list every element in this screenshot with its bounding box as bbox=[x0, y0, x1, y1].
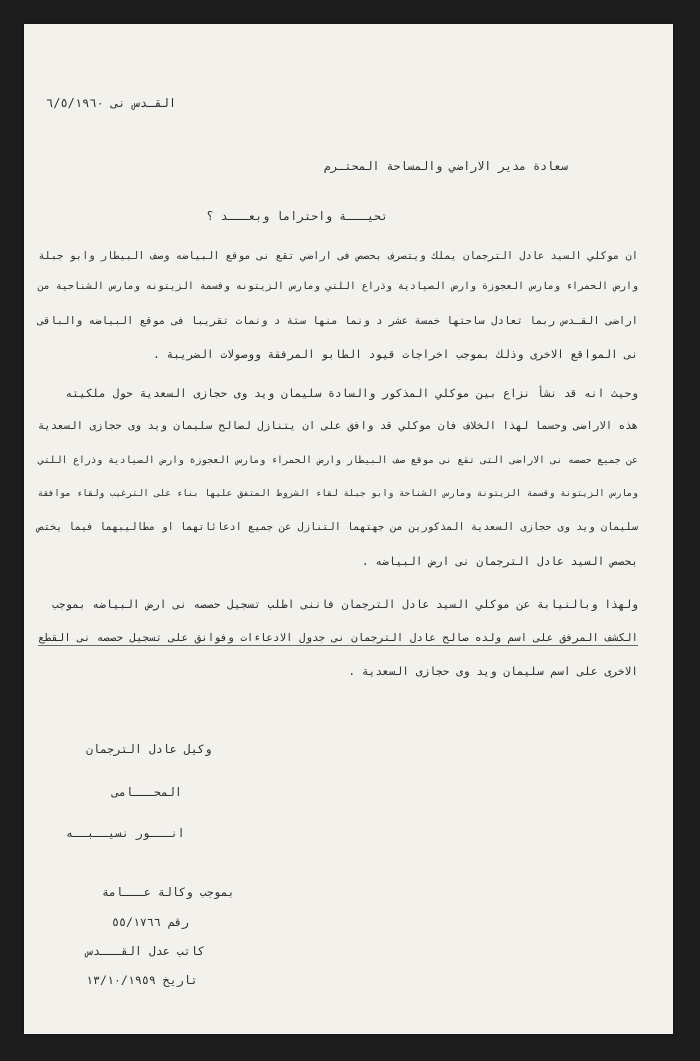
paragraph-line: الاخرى على اسم سليمان ويد وى حجازى السعدية . bbox=[348, 665, 638, 678]
paragraph-line-underlined: الكشف المرفق على اسم ولده صالح عادل الترجمان نى جدول الادعاءات وفوانق على تسجيل حصصه نى القطع bbox=[38, 631, 638, 644]
paragraph-line: بحصص السيد عادل الترجمان نى ارض البياضه . bbox=[361, 555, 638, 568]
paragraph-line: ان موكلي السيد عادل الترجمان يملك ويتصرف بحصص فى اراضي تقع نى موقع البياضه وصف البيطار وابو جبلة bbox=[38, 250, 638, 262]
poa-number: رقم ٥٥/١٧٦٦ bbox=[112, 915, 189, 929]
paragraph-line: عن جميع حصصه نى الاراضى التى تقع نى موقع صف البيطار وارض الحمراء ومارس العجوزة وارض الصيادية وذراع اللتي bbox=[38, 455, 638, 466]
poa-notary: كاتب عدل القـــدس bbox=[86, 944, 205, 958]
paragraph-line: ومارس الزيتونة وقسمة الزيتونة ومارس الشناحة وابو جبلة لقاء الشروط المتفق عليها بناء على الترغيب ولقاء موافقة bbox=[37, 488, 638, 499]
paragraph-line: نى المواقع الاخرى وذلك بموجب اخراجات قيود الطابو المرفقة ووصولات الضريبة . bbox=[153, 348, 638, 361]
addressee-line: سعادة مدير الاراضي والمساحة المحتـرم bbox=[323, 159, 568, 173]
letter-sheet bbox=[24, 24, 673, 1034]
paragraph-line: اراضى القـدس ربما تعادل ساحتها خمسة عشر د ونما منها ستة د ونمات تقريبا فى موقع البياضه والباقى bbox=[37, 314, 638, 327]
signature-agent: وكيل عادل الترجمان bbox=[86, 742, 212, 756]
greeting-line: تحيـــة واحتراما وبعـــد ؟ bbox=[206, 209, 388, 223]
signature-title: المحـــامى bbox=[112, 785, 182, 799]
paragraph-line: هذه الاراضى وحسما لهذا الخلاف فان موكلي قد وافق على ان يتنازل لصالح سليمان ويد وى حجازى السعدية bbox=[37, 419, 638, 432]
signature-name: انـــور نسيــبــه bbox=[66, 826, 185, 840]
paragraph-line: وارض الحمراء ومارس العجوزة وارض الصيادية وذراع اللتي ومارس الزيتونه وفسمة الزيتونه ومارس الشناحية من bbox=[37, 281, 638, 292]
poa-date: تاريخ ١٣/١٠/١٩٥٩ bbox=[86, 973, 198, 987]
paragraph-line: سليمان ويد وى حجازى السعدية المذكورين من جهتهما التنازل عن جميع ادعائاتهما او مطاليبهما فيما يختص bbox=[37, 521, 638, 533]
poa-line: بموجب وكالة عـــامة bbox=[102, 885, 235, 899]
paragraph-line: ولهذا وبالنيابة عن موكلي السيد عادل الترجمان فاننى اطلب تسجيل حصصه نى ارض البياضه بموجب bbox=[52, 598, 638, 611]
letter-date: القـدس نى ٦/٥/١٩٦٠ bbox=[46, 96, 177, 110]
paragraph-line: وحيث انه قد نشأ نزاع بين موكلي المذكور والسادة سليمان ويد وى حجازى السعدية حول ملكيته bbox=[65, 387, 638, 400]
